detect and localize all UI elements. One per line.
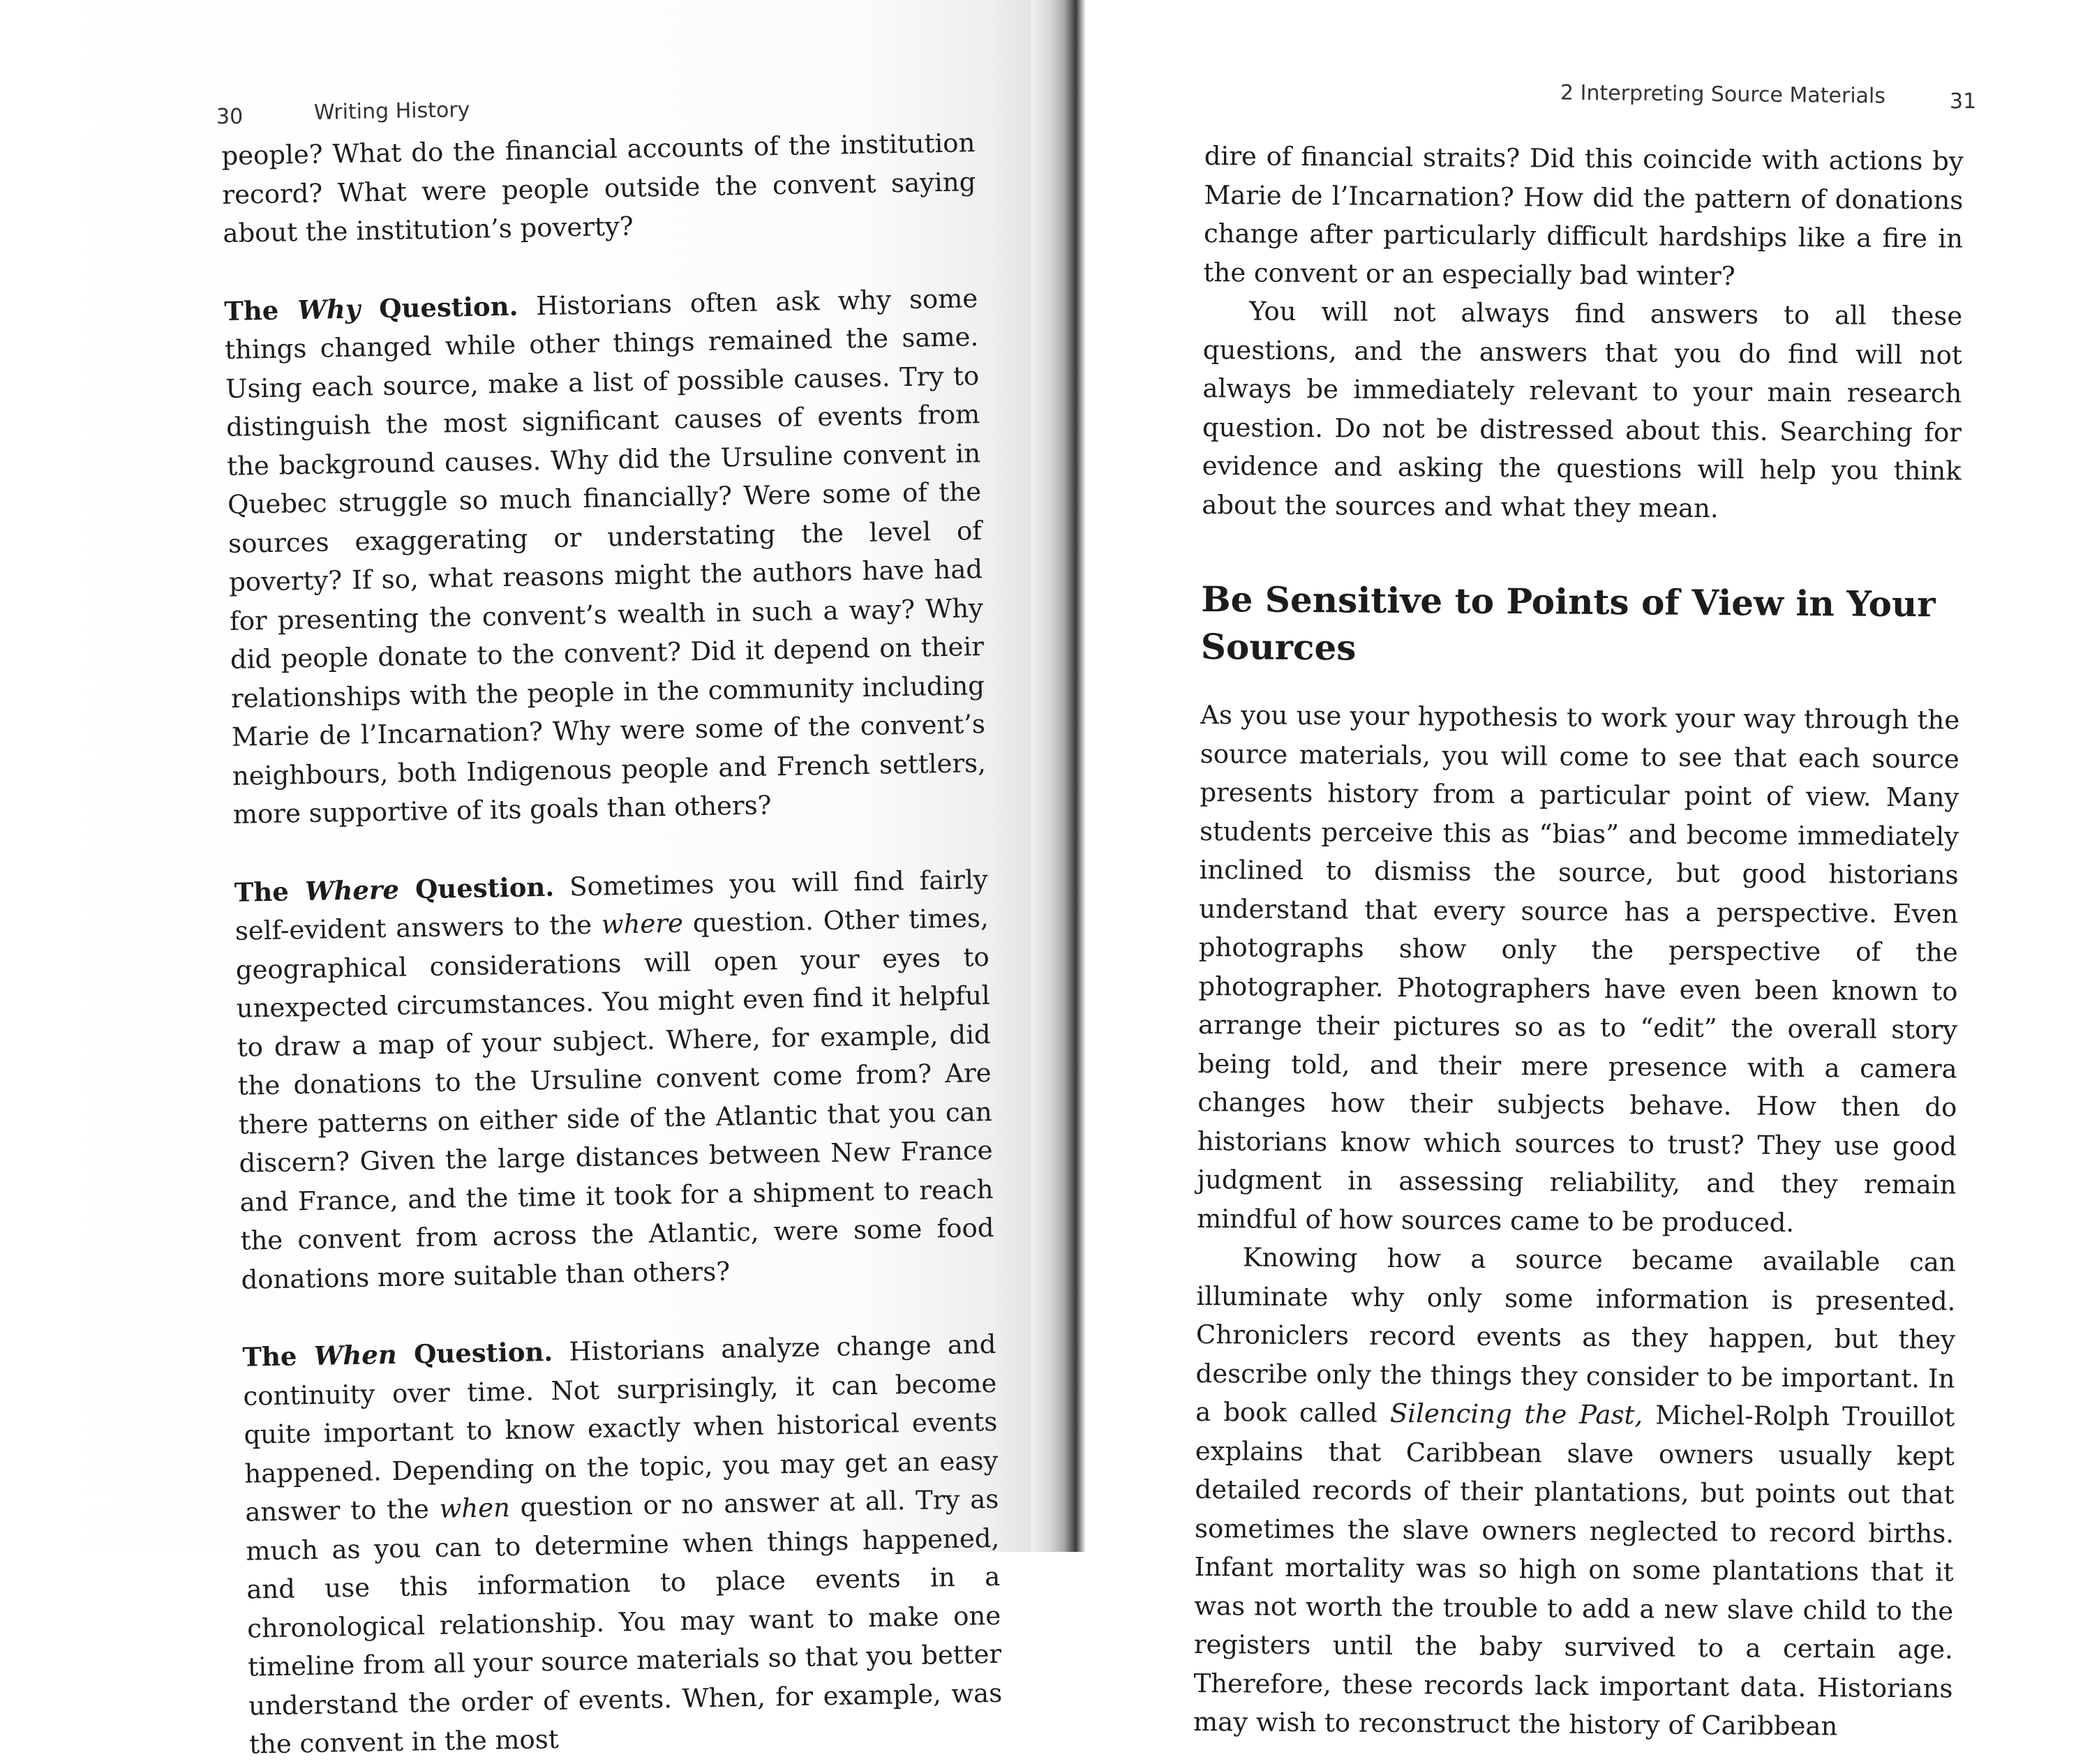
point-of-view-paragraph: As you use your hypothesis to work your way through the source materials, you will come to see that each source presents history from a particular point of view. Many students perceive this as “bias” and become immediately inclined to dismiss the source, but good historians understand that every source has a perspective. Even photographs show only the perspective of the photographer. Photographers have even been known to arrange their pictures so as to “edit” the overall story being told, and their mere presence with a camera changes how their subjects behave. How then do historians know which sources to trust? They use good judgment in assessing reliability, and they remain mindful of how sources came to be produced. xyxy=(1197,699,1960,1238)
right-page-number: 31 xyxy=(1950,89,1977,114)
when-label-em: When xyxy=(313,1338,398,1371)
where-text-a: Sometimes you will find fairly self-evident answers to the xyxy=(234,864,989,946)
when-text-em: when xyxy=(439,1493,511,1524)
book-title-silencing: Silencing the Past, xyxy=(1389,1398,1643,1430)
left-running-head: Writing History xyxy=(313,98,470,125)
knowing-text-a: Knowing how a source became available can illuminate why only some information is presented. Chroniclers record events as they happen, but they describe only the things they consider to be important. In a book called xyxy=(1195,1242,1956,1428)
right-page xyxy=(1086,0,2099,1742)
where-text-b: question. Other times, geographical considerations will open your eyes to unexpected circumstances. You might even find it helpful to draw a map of your subject. Where, for example, did the donations to the Ursuline convent come from? Are there patterns on either side of the Atlantic that you can discern? Given the large distances between New France and France, and the time it took for a shipment to reach the convent from across the Atlantic, were some food donations more suitable than others? xyxy=(235,902,994,1295)
why-label-pre: The xyxy=(223,294,298,327)
book-gutter xyxy=(1031,0,1086,1552)
section-heading: Be Sensitive to Points of View in Your Sources xyxy=(1200,578,1936,668)
where-label-em: Where xyxy=(304,874,400,906)
when-question-paragraph xyxy=(242,1325,1003,1764)
where-label-post: Question. xyxy=(398,871,555,905)
answers-paragraph: You will not always find answers to all these questions, and the answers that you do find will not always be immediately relevant to your main research question. Do not be distressed about this. Searching for evidence and asking the questions will help you think about the sources and what they mean. xyxy=(1202,296,1963,523)
why-question-text: Historians often ask why some things changed while other things remained the same. Using each source, make a list of possible causes. Try to distinguish the most significant causes of events from the background causes. Why did the Ursuline convent in Quebec struggle so much financially? Were some of the sources exaggerating or understating the level of poverty? If so, what reasons might the authors have had for presenting the convent’s wealth in such a way? Why did people donate to the convent? Did it depend on their relationships with the people in the community including Marie de l’Incarnation? Why were some of the convent’s neighbours, both Indigenous people and French settlers, more supportive of its goals than others? xyxy=(224,283,987,830)
left-body-text xyxy=(221,124,1003,1764)
where-question-paragraph xyxy=(234,860,994,1299)
right-body-text xyxy=(1193,137,1964,1747)
why-label-post: Question. xyxy=(359,290,518,324)
knowing-paragraph xyxy=(1193,1238,1956,1747)
where-question-label xyxy=(234,871,555,907)
when-text-b: question or no answer at all. Try as much as you can to determine when things happened, and use this information to place events in a chronological relationship. You may want to make one timeline from all your source materials so that you better understand the order of events. When, for example, was the convent in the most xyxy=(246,1483,1003,1760)
knowing-text-b: Michel-Rolph Trouillot explains that Caribbean slave owners usually kept detailed records of their plantations, but points out that sometimes the slave owners neglected to record births. Infant mortality was so high on some plantations that it was not worth the trouble to add a new slave child to the registers until the baby survived to a certain age. Therefore, these records lack important data. Historians may wish to reconstruct the history of Caribbean xyxy=(1193,1400,1955,1742)
when-text-a: Historians analyze change and continuity over time. Not surprisingly, it can become quite important to know exactly when historical events happened. Depending on the topic, you may get an easy answer to the xyxy=(243,1329,999,1527)
continuation-paragraph-right: dire of financial straits? Did this coincide with actions by Marie de l’Incarnation? How did the pattern of donations change after particularly difficult hardships like a fire in the convent or an especially bad winter? xyxy=(1203,140,1964,291)
why-question-paragraph xyxy=(224,279,987,835)
where-text-em: where xyxy=(601,908,684,940)
when-label-post: Question. xyxy=(396,1336,553,1370)
continuation-paragraph: people? What do the financial accounts of the institution record? What were people outside the convent saying about the institution’s poverty? xyxy=(221,128,976,248)
right-running-head: 2 Interpreting Source Materials xyxy=(1560,80,1886,109)
when-label-pre: The xyxy=(242,1340,315,1373)
when-question-label xyxy=(242,1336,553,1373)
why-question-label xyxy=(224,290,518,326)
left-page-number: 30 xyxy=(216,105,244,129)
why-label-em: Why xyxy=(297,293,361,325)
where-label-pre: The xyxy=(234,875,306,908)
